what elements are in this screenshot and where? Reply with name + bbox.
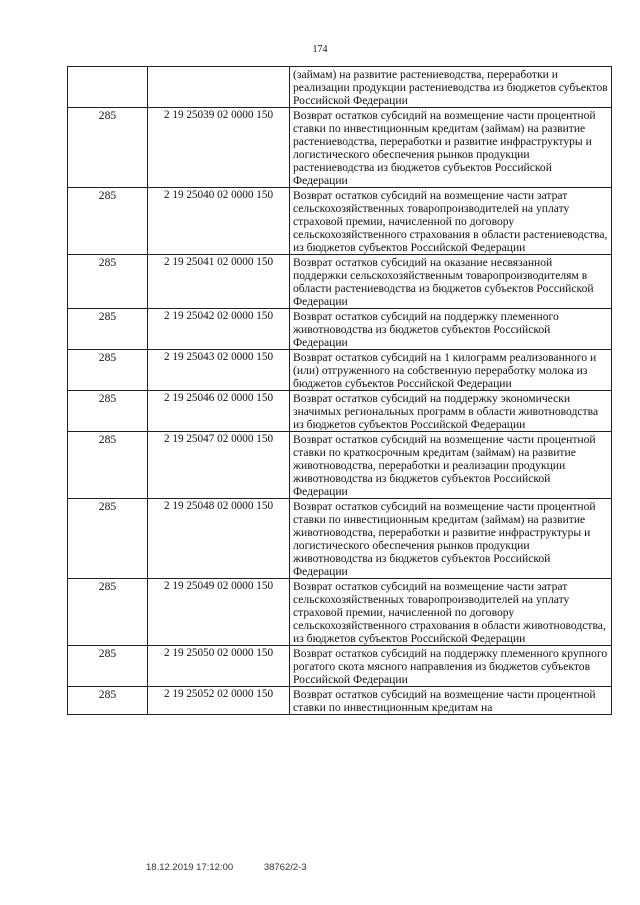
admin-code-cell: 285: [68, 350, 148, 391]
admin-code-cell: 285: [68, 499, 148, 579]
table-row: [68, 67, 612, 108]
description-cell: Возврат остатков субсидий на возмещение части затрат сельскохозяйственных товаропроизводителей на уплату страховой премии, начисленной по договору сельскохозяйственного страхования в области животноводства, из бюджетов субъектов Российской Федерации: [290, 579, 612, 646]
description-cell: Возврат остатков субсидий на возмещение части процентной ставки по инвестиционным кредитам (займам) на развитие растениеводства, переработки и развитие инфраструктуры и логистического обеспечения рынков продукции растениеводства из бюджетов субъектов Российской Федерации: [290, 108, 612, 188]
budget-code-cell: 2 19 25041 02 0000 150: [148, 255, 290, 309]
description-cell: Возврат остатков субсидий на поддержку племенного крупного рогатого скота мясного направления из бюджетов субъектов Российской Федерации: [290, 646, 612, 687]
admin-code-cell: 285: [68, 309, 148, 350]
admin-code-cell: 285: [68, 108, 148, 188]
budget-code-cell: 2 19 25050 02 0000 150: [148, 646, 290, 687]
footer-doc-id: 38762/2-3: [263, 862, 307, 873]
table-row: [68, 687, 612, 715]
budget-code-cell: 2 19 25039 02 0000 150: [148, 108, 290, 188]
budget-code-cell: 2 19 25047 02 0000 150: [148, 432, 290, 499]
budget-code-cell: 2 19 25046 02 0000 150: [148, 391, 290, 432]
admin-code-cell: 285: [68, 255, 148, 309]
footer-timestamp: 18.12.2019 17:12:00: [146, 862, 234, 873]
admin-code-cell: 285: [68, 646, 148, 687]
budget-code-cell: 2 19 25049 02 0000 150: [148, 579, 290, 646]
page-number: 174: [312, 44, 328, 55]
table-row: [68, 646, 612, 687]
description-cell: Возврат остатков субсидий на 1 килограмм реализованного и (или) отгруженного на собственную переработку молока из бюджетов субъектов Российской Федерации: [290, 350, 612, 391]
table-row: [68, 309, 612, 350]
budget-code-cell: 2 19 25052 02 0000 150: [148, 687, 290, 715]
admin-code-cell: 285: [68, 188, 148, 255]
admin-code-cell: 285: [68, 579, 148, 646]
table-row: [68, 579, 612, 646]
admin-code-cell: 285: [68, 391, 148, 432]
table-body: [68, 67, 612, 715]
budget-code-cell: 2 19 25042 02 0000 150: [148, 309, 290, 350]
table-row: [68, 499, 612, 579]
admin-code-cell: 285: [68, 432, 148, 499]
budget-code-cell: 2 19 25048 02 0000 150: [148, 499, 290, 579]
budget-code-cell: [148, 67, 290, 108]
admin-code-cell: 285: [68, 687, 148, 715]
page-footer: [146, 862, 335, 873]
budget-classification-table: [67, 66, 612, 715]
admin-code-cell: [68, 67, 148, 108]
description-cell: (займам) на развитие растениеводства, переработки и реализации продукции растениеводства из бюджетов субъектов Российской Федерации: [290, 67, 612, 108]
table-row: [68, 391, 612, 432]
table-row: [68, 108, 612, 188]
description-cell: Возврат остатков субсидий на возмещение части процентной ставки по инвестиционным кредитам (займам) на развитие животноводства, переработки и развитие инфраструктуры и логистического обеспечения рынков продукции животноводства из бюджетов субъектов Российской Федерации: [290, 499, 612, 579]
description-cell: Возврат остатков субсидий на возмещение части процентной ставки по инвестиционным кредитам на: [290, 687, 612, 715]
budget-code-cell: 2 19 25043 02 0000 150: [148, 350, 290, 391]
description-cell: Возврат остатков субсидий на поддержку племенного животноводства из бюджетов субъектов Российской Федерации: [290, 309, 612, 350]
table-row: [68, 432, 612, 499]
description-cell: Возврат остатков субсидий на возмещение части процентной ставки по краткосрочным кредитам (займам) на развитие животноводства, переработки и реализации продукции животноводства из бюджетов субъектов Российской Федерации: [290, 432, 612, 499]
description-cell: Возврат остатков субсидий на поддержку экономически значимых региональных программ в области животноводства из бюджетов субъектов Российской Федерации: [290, 391, 612, 432]
table-row: [68, 188, 612, 255]
description-cell: Возврат остатков субсидий на возмещение части затрат сельскохозяйственных товаропроизводителей на уплату страховой премии, начисленной по договору сельскохозяйственного страхования в области растениеводства, из бюджетов субъектов Российской Федерации: [290, 188, 612, 255]
table-row: [68, 350, 612, 391]
budget-code-cell: 2 19 25040 02 0000 150: [148, 188, 290, 255]
table-row: [68, 255, 612, 309]
description-cell: Возврат остатков субсидий на оказание несвязанной поддержки сельскохозяйственным товаропроизводителям в области растениеводства из бюджетов субъектов Российской Федерации: [290, 255, 612, 309]
